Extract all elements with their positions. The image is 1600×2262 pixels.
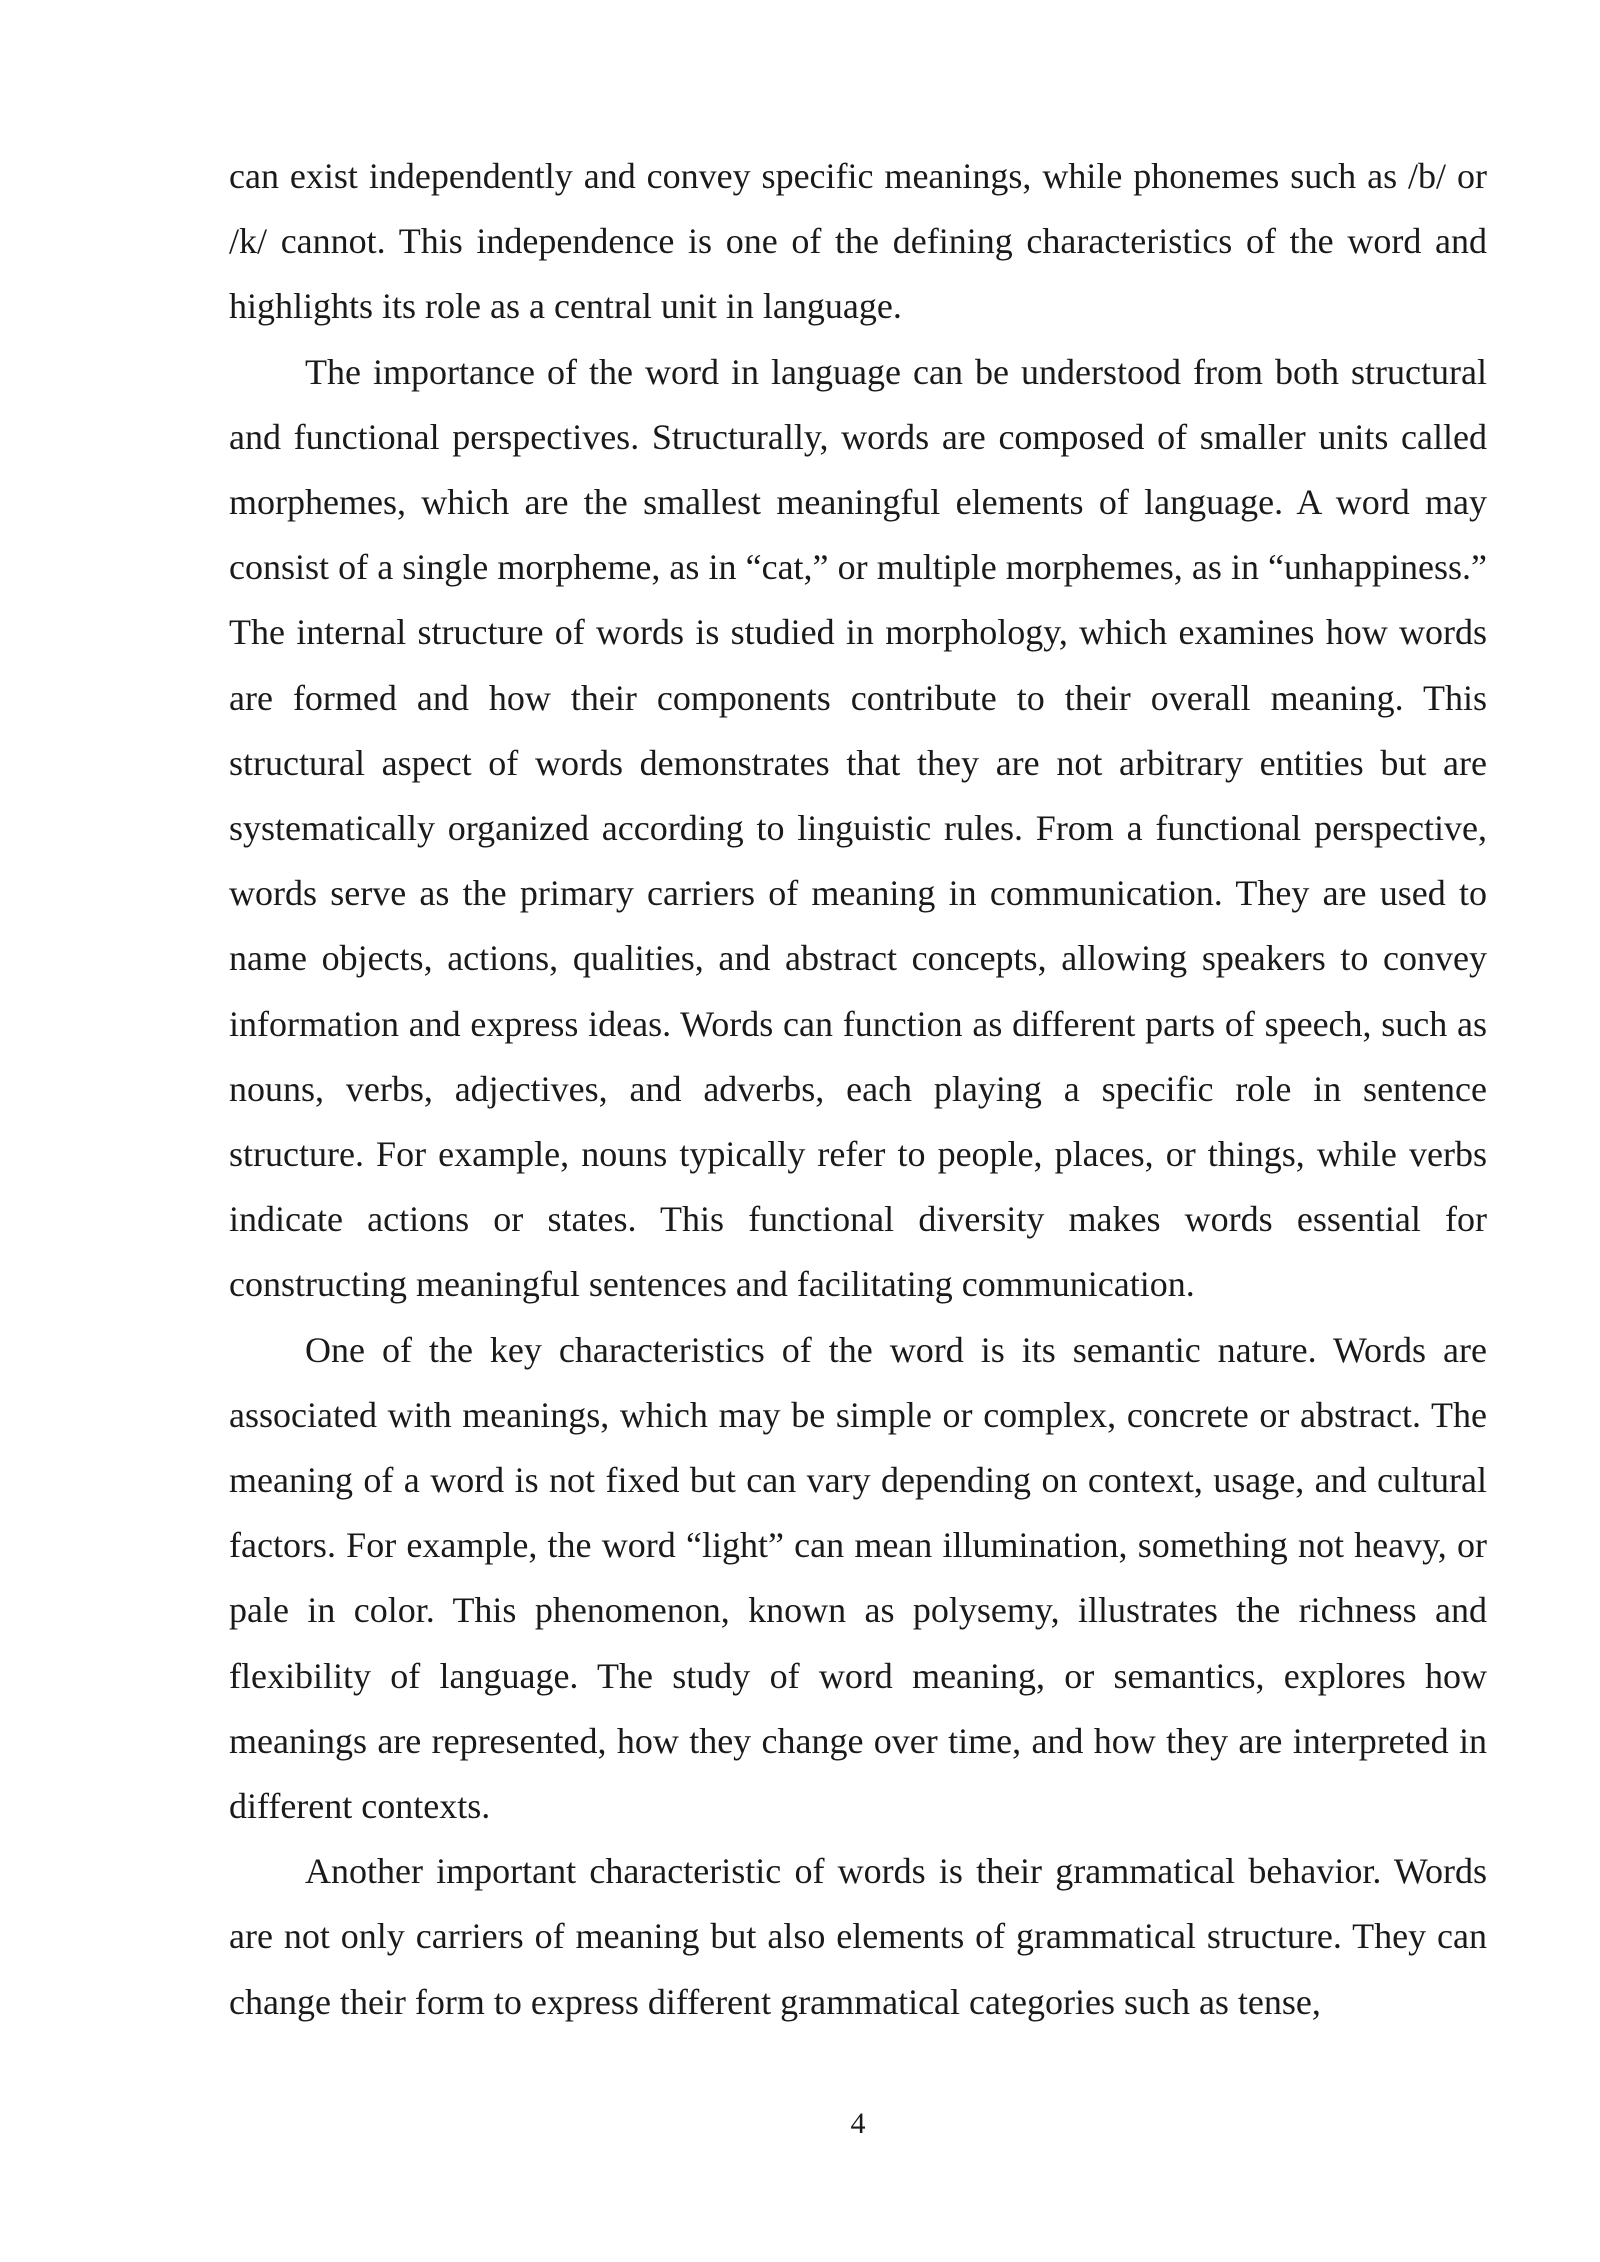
paragraph-3: One of the key characteristics of the word is its semantic nature. Words are associated with meanings, which may be simple or complex, concrete or abstract. The meaning of a word is not fixed but can vary depending on context, usage, and cultural factors. For example, the word “light” can mean illumination, something not heavy, or pale in color. This phenomenon, known as polysemy, illustrates the richness and flexibility of language. The study of word meaning, or semantics, explores how meanings are represented, how they change over time, and how they are interpreted in different contexts. xyxy=(229,1329,1487,1827)
paragraph-1: can exist independently and convey specific meanings, while phonemes such as /b/ or /k/ cannot. This independence is one of the defining characteristics of the word and highlights its role as a central unit in language. xyxy=(229,156,1487,327)
page-number: 4 xyxy=(850,2107,866,2140)
paragraph-4: Another important characteristic of words is their grammatical behavior. Words are not only carriers of meaning but also elements of grammatical structure. They can change their form to express different grammatical categories such as tense, xyxy=(229,1851,1487,2022)
body-text xyxy=(229,144,1487,2035)
paragraph-2: The importance of the word in language can be understood from both structural and functional perspectives. Structurally, words are composed of smaller units called morphemes, which are the smallest meaningful elements of language. A word may consist of a single morpheme, as in “cat,” or multiple morphemes, as in “unhappiness.” The internal structure of words is studied in morphology, which examines how words are formed and how their components contribute to their overall meaning. This structural aspect of words demonstrates that they are not arbitrary entities but are systematically organized according to linguistic rules. From a functional perspective, words serve as the primary carriers of meaning in communication. They are used to name objects, actions, qualities, and abstract concepts, allowing speakers to convey information and express ideas. Words can function as different parts of speech, such as nouns, verbs, adjectives, and adverbs, each playing a specific role in sentence structure. For example, nouns typically refer to people, places, or things, while verbs indicate actions or states. This functional diversity makes words essential for constructing meaningful sentences and facilitating communication. xyxy=(229,351,1487,1305)
